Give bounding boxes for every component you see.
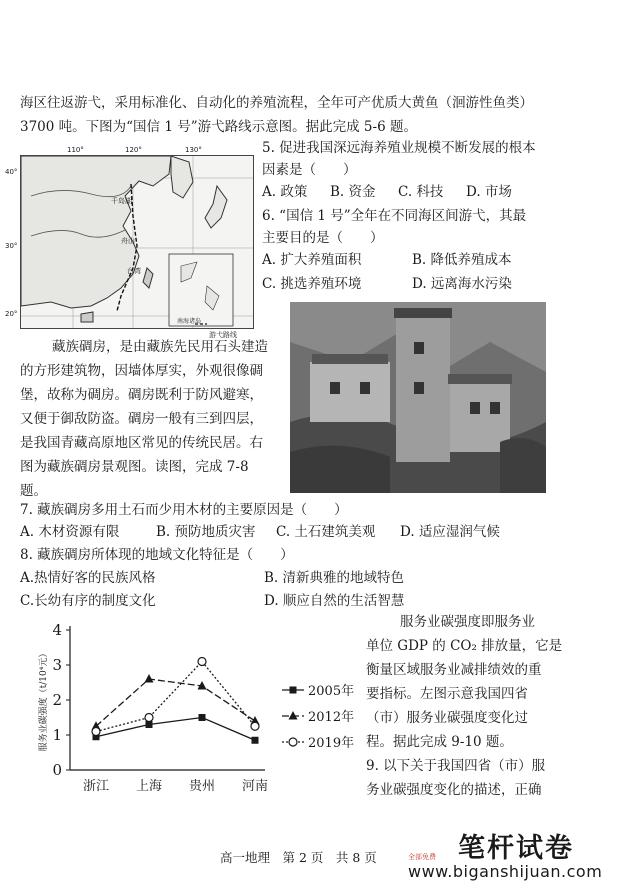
- x-tick-label: 浙江: [82, 779, 110, 793]
- q5-option-a: A. 政策: [262, 184, 308, 200]
- y-tick-label: 2: [52, 691, 62, 709]
- y-tick-label: 4: [52, 621, 62, 639]
- q910-line-5: （市）服务业碳强度变化过: [366, 710, 528, 726]
- x-tick-label: 河南: [241, 779, 269, 793]
- data-point-2019年-贵州: [198, 658, 206, 666]
- series-line-2005年: [96, 718, 255, 741]
- q910-line-6: 程。据此完成 9-10 题。: [366, 734, 513, 750]
- q8-stem: 8. 藏族碉房所体现的地域文化特征是（ ）: [20, 547, 294, 563]
- q8-option-b: B. 清新典雅的地域特色: [264, 570, 405, 586]
- q5-option-d: D. 市场: [466, 184, 512, 200]
- q5-option-b: B. 资金: [330, 184, 376, 200]
- q9-line-2: 务业碳强度变化的描述，正确: [366, 782, 542, 798]
- legend-label-2019年: 2019年: [308, 736, 355, 751]
- q5-stem-2: 因素是（ ）: [262, 162, 357, 178]
- q910-line-2: 单位 GDP 的 CO₂ 排放量，它是: [366, 638, 563, 654]
- legend-label-2012年: 2012年: [308, 710, 355, 725]
- legend-marker-2019年: [289, 738, 297, 746]
- q5-stem-1: 5. 促进我国深远海养殖业规模不断发展的根本: [262, 140, 536, 156]
- tibetan-house-photo-svg: [290, 302, 546, 493]
- q910-line-1: 服务业碳强度即服务业: [400, 614, 535, 630]
- tibet-line-5: 是我国青藏高原地区常见的传统民居。右: [20, 435, 263, 451]
- tibet-line-6: 图为藏族碉房景观图。读图，完成 7-8: [20, 459, 249, 475]
- page-footer: 高一地理 第 2 页 共 8 页: [220, 850, 377, 865]
- y-axis-label: 服务业碳强度（t/10⁴元）: [39, 648, 49, 752]
- q7-stem: 7. 藏族碉房多用土石而少用木材的主要原因是（ ）: [20, 502, 348, 518]
- map-place-zhoushan: 舟山: [121, 237, 135, 245]
- q6-option-b: B. 降低养殖成本: [412, 252, 512, 268]
- logo-sub: 全部免费: [408, 853, 436, 861]
- q910-line-3: 衡量区域服务业减排绩效的重: [366, 662, 542, 678]
- y-tick-label: 0: [52, 761, 62, 779]
- lat-label-20: 20°: [5, 310, 18, 318]
- lon-label-110: 110°: [67, 146, 84, 154]
- data-point-2019年-河南: [251, 722, 259, 730]
- map-place-qiandaohu: 千岛湖: [111, 197, 132, 205]
- y-tick-label: 1: [52, 726, 62, 744]
- q6-option-d: D. 远离海水污染: [412, 276, 512, 292]
- lon-label-130: 130°: [185, 146, 202, 154]
- series-line-2012年: [96, 679, 255, 726]
- tibet-line-4: 又便于御敌防盗。碉房一般有三到四层，: [20, 411, 263, 427]
- map-legend-label: 游弋路线: [209, 331, 237, 339]
- tibet-line-1: 藏族碉房，是由藏族先民用石头建造: [52, 339, 268, 355]
- q7-option-a: A. 木材资源有限: [20, 524, 120, 540]
- q6-stem-1: 6. “国信 1 号”全年在不同海区间游弋，其最: [262, 208, 527, 224]
- q7-option-b: B. 预防地质灾害: [156, 524, 256, 540]
- q5-option-c: C. 科技: [398, 184, 444, 200]
- y-tick-label: 3: [52, 656, 62, 674]
- data-point-2005年-河南: [252, 737, 259, 744]
- carbon-intensity-chart: [30, 618, 370, 793]
- q6-stem-2: 主要目的是（ ）: [262, 230, 384, 246]
- x-tick-label: 上海: [135, 779, 163, 793]
- lat-label-40: 40°: [5, 168, 18, 176]
- q6-option-a: A. 扩大养殖面积: [262, 252, 362, 268]
- x-tick-label: 贵州: [188, 779, 216, 793]
- lat-label-30: 30°: [5, 242, 18, 250]
- data-point-2005年-贵州: [199, 714, 206, 721]
- q7-option-d: D. 适应湿润气候: [400, 524, 500, 540]
- intro-line-2: 3700 吨。下图为“国信 1 号”游弋路线示意图。据此完成 5-6 题。: [20, 119, 417, 135]
- legend-marker-2012年: [289, 711, 298, 720]
- logo-url: www.biganshijuan.com: [408, 862, 603, 881]
- q6-option-c: C. 挑选养殖环境: [262, 276, 362, 292]
- map-place-taiwan: 台湾: [127, 267, 141, 275]
- data-point-2019年-上海: [145, 714, 153, 722]
- tibet-line-7: 题。: [20, 483, 47, 499]
- data-point-2019年-浙江: [92, 728, 100, 736]
- q8-option-c: C.长幼有序的制度文化: [20, 593, 156, 609]
- q8-option-a: A.热情好客的民族风格: [20, 570, 156, 586]
- q8-option-d: D. 顺应自然的生活智慧: [264, 593, 405, 609]
- tibet-line-3: 堡，故称为碉房。碉房既利于防风避寒，: [20, 387, 263, 403]
- route-map: [5, 146, 254, 339]
- route-map-svg: [21, 156, 253, 328]
- data-point-2012年-上海: [145, 674, 154, 683]
- tibetan-house-photo: [290, 302, 546, 493]
- logo-title: 笔杆试卷: [458, 833, 574, 864]
- q9-line-1: 9. 以下关于我国四省（市）服: [366, 758, 546, 774]
- legend-marker-2005年: [290, 687, 297, 694]
- q7-option-c: C. 土石建筑美观: [276, 524, 376, 540]
- tibet-line-2: 的方形建筑物，因墙体厚实，外观很像碉: [20, 363, 263, 379]
- intro-line-1: 海区往返游弋，采用标准化、自动化的养殖流程，全年可产优质大黄鱼（洄游性鱼类）: [20, 95, 533, 111]
- legend-label-2005年: 2005年: [308, 684, 355, 699]
- map-place-nanhai: 南海诸岛: [177, 318, 202, 325]
- lon-label-120: 120°: [125, 146, 142, 154]
- q910-line-4: 要指标。左图示意我国四省: [366, 686, 528, 702]
